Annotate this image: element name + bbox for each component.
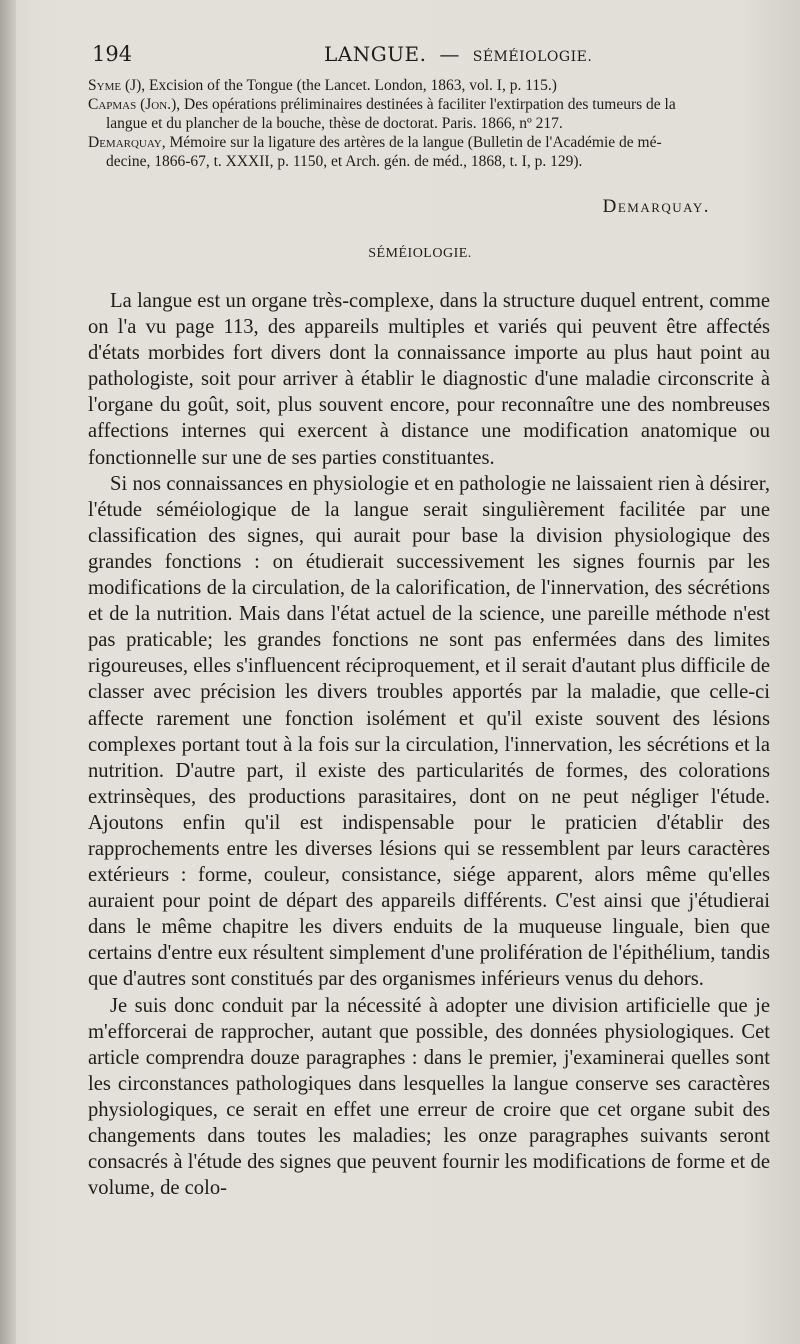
page-gutter — [0, 0, 16, 1344]
running-title-sub: SÉMÉIOLOGIE. — [472, 49, 593, 65]
reference-author: Demarquay — [88, 134, 162, 151]
running-title — [324, 42, 592, 66]
reference-entry — [88, 95, 766, 133]
paragraph: La langue est un organe très-complexe, dans la structure duquel entrent, comme on l'a vu page 113, des appareils multiples et variés qui peuvent être affectés d'états morbides fort divers dont la connaissance importe au plus haut point au pathologiste, soit pour arriver à établir le diagnostic d'une maladie circonscrite à l'organe du goût, soit, plus souvent encore, pour reconnaître une des nombreuses affections internes qui exercent à distance une modification anatomique ou fonctionnelle sur une de ses parties constituantes. — [88, 290, 770, 469]
running-title-dash: — — [439, 42, 460, 66]
reference-continuation: langue et du plancher de la bouche, thèse de doctorat. Paris. 1866, nº 217. — [106, 115, 563, 132]
reference-text: , Des opérations préliminaires destinées à faciliter l'extirpation des tumeurs de la — [176, 96, 676, 113]
paragraph: Je suis donc conduit par la nécessité à adopter une division artificielle que je m'efforcerai de rapprocher, autant que possible, des données physiologiques. Cet article comprendra douze paragraphes : dans le premier, j'examinerai quelles sont les circonstances pathologiques dans lesquelles la langue conserve ses caractères physiologiques, ce serait en effet une erreur de croire que cet organe subit des changements dans toutes les maladies; les onze paragraphes suivants seront consacrés à l'étude des signes que peuvent fournir les modifications de forme et de volume, de colo- — [88, 994, 770, 1200]
section-title: SÉMÉIOLOGIE. — [368, 246, 472, 261]
bibliography — [88, 76, 766, 171]
author-signature: Demarquay. — [602, 196, 710, 217]
reference-text: , Mémoire sur la ligature des artères de la langue (Bulletin de l'Académie de mé- — [161, 134, 662, 151]
reference-entry — [88, 76, 766, 95]
body-text — [88, 288, 770, 1201]
page-number: 194 — [92, 42, 133, 66]
running-title-main: LANGUE. — [324, 42, 427, 66]
reference-continuation: decine, 1866-67, t. XXXII, p. 1150, et Arch. gén. de méd., 1868, t. I, p. 129). — [106, 153, 583, 170]
paragraph: Si nos connaissances en physiologie et en pathologie ne laissaient rien à désirer, l'étude séméiologique de la langue serait singulièrement facilitée par une classification des signes, qui aurait pour base la division physiologique des grandes fonctions : on étudierait successivement les signes fournis par les modifications de la circulation, de la calorification, de l'innervation, des sécrétions et de la nutrition. Mais dans l'état actuel de la science, une pareille méthode n'est pas praticable; les grandes fonctions ne sont pas enfermées dans des limites rigoureuses, elles s'influencent réciproquement, et il serait d'autant plus difficile de classer avec précision les divers troubles apportés par la maladie, que celle-ci affecte rarement une fonction isolément et qu'il existe souvent des lésions complexes portant tout à la fois sur la circulation, l'innervation, les sécrétions et la nutrition. D'autre part, il existe des particularités de formes, des colorations extrinsèques, des productions parasitaires, dont on ne peut négliger l'étude. Ajoutons enfin qu'il est indispensable pour le praticien d'établir des rapprochements entre les diverses lésions qui se ressemblent par leurs caractères extérieurs : forme, couleur, consistance, siége apparent, alors même qu'elles auraient pour point de départ des appareils différents. C'est ainsi que j'étudierai dans le même chapitre les divers enduits de la muqueuse linguale, bien que certains d'entre eux résultent simplement d'une prolifération de l'épithélium, tandis que d'autres sont constitués par des organismes inférieurs venus du dehors. — [88, 472, 770, 991]
reference-author: Capmas (Jon.) — [88, 96, 177, 113]
reference-entry — [88, 133, 766, 171]
reference-author: Syme (J) — [88, 77, 142, 94]
reference-text: , Excision of the Tongue (the Lancet. London, 1863, vol. I, p. 115.) — [141, 77, 557, 94]
running-header — [92, 40, 770, 72]
